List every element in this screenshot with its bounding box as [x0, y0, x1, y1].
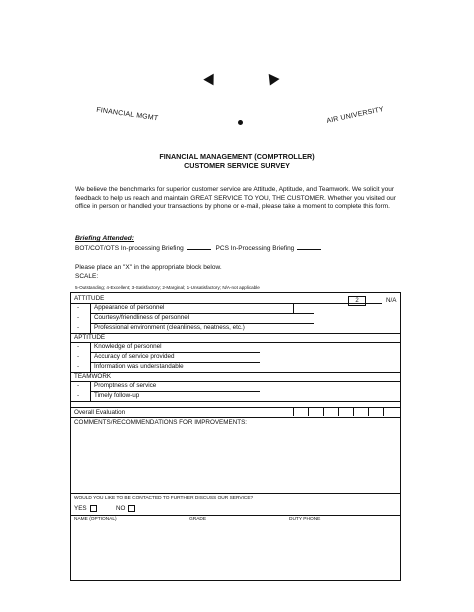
seal-left-mark-icon — [203, 74, 218, 89]
instructions — [75, 264, 222, 281]
attitude-item-environment: Professional environment (cleanliness, neatness, etc.) — [94, 324, 245, 331]
section-aptitude-label: APTITUDE — [74, 334, 106, 341]
section-attitude-label: ATTITUDE — [74, 295, 105, 302]
attitude-item-row[interactable]: - Appearance of personnel — [71, 304, 383, 313]
aptitude-item-row[interactable]: - Knowledge of personnel — [77, 343, 162, 350]
attitude-item-appearance: Appearance of personnel — [94, 304, 165, 311]
survey-form — [70, 292, 401, 581]
aptitude-item-row[interactable]: - Information was understandable — [77, 363, 184, 370]
aptitude-item-information: Information was understandable — [94, 363, 184, 370]
attitude-item-courtesy: Courtesy/friendliness of personnel — [94, 314, 190, 321]
contact-yes-label: YES — [74, 505, 87, 513]
teamwork-item-promptness: Promptness of service — [94, 382, 157, 389]
duty-phone-field-label: DUTY PHONE — [289, 517, 321, 522]
attitude-item-row[interactable]: - Professional environment (cleanliness, neatness, etc.) — [77, 324, 245, 331]
contact-yes-option[interactable] — [74, 505, 97, 512]
aptitude-item-knowledge: Knowledge of personnel — [94, 343, 162, 350]
teamwork-item-row[interactable]: - Promptness of service — [77, 382, 157, 389]
attitude-item-row[interactable]: - Courtesy/friendliness of personnel — [77, 314, 190, 321]
contact-question: WOULD YOU LIKE TO BE CONTACTED TO FURTHER DISCUSS OUR SERVICE? — [74, 496, 254, 501]
comments-label: COMMENTS/RECOMMENDATIONS FOR IMPROVEMENTS: — [74, 419, 248, 426]
briefing-pcs-blank[interactable] — [297, 249, 321, 250]
contact-no-label: NO — [116, 505, 126, 513]
briefing-option-pcs: PCS In-Processing Briefing — [215, 245, 295, 252]
teamwork-item-row[interactable]: - Timely follow-up — [77, 392, 140, 399]
form-title: FINANCIAL MANAGEMENT (COMPTROLLER) — [159, 152, 315, 161]
aptitude-item-accuracy: Accuracy of service provided — [94, 353, 175, 360]
briefing-option-bot: BOT/COT/OTS In-processing Briefing — [75, 245, 184, 252]
rating-column-2-label: 2 — [348, 296, 366, 306]
briefing-heading: Briefing Attended: — [75, 235, 135, 242]
scale-heading: SCALE: — [75, 272, 99, 280]
contact-yes-checkbox[interactable] — [90, 505, 97, 512]
name-field-label: NAME (OPTIONAL) — [74, 517, 117, 522]
seal-left-text: FINANCIAL MGMT — [95, 106, 159, 123]
contact-no-option[interactable] — [116, 505, 135, 512]
section-teamwork-label: TEAMWORK — [74, 373, 112, 380]
instructions-line: Please place an "X" in the appropriate block below. — [75, 264, 222, 271]
seal-center-dot-icon — [238, 120, 243, 125]
briefing-bot-blank[interactable] — [187, 249, 211, 250]
contact-info-fields[interactable] — [73, 524, 398, 579]
overall-rating-boxes[interactable] — [293, 408, 403, 417]
aptitude-item-row[interactable]: - Accuracy of service provided — [77, 353, 175, 360]
intro-paragraph: We believe the benchmarks for superior customer service are Attitude, Aptitude, and Teamwork. We solicit your feedback to help us reach and maintain GREAT SERVICE TO YOU, THE CUSTOMER. Whether you visited our office in person or handled your transactions by phone or e-mail, please take a moment to complete this form. — [75, 186, 396, 211]
seal-right-text: AIR UNIVERSITY — [325, 106, 385, 125]
form-subtitle: CUSTOMER SERVICE SURVEY — [184, 161, 290, 170]
rating-column-na-label: N/A — [386, 297, 397, 304]
comments-field[interactable] — [73, 427, 398, 491]
seal-right-mark-icon — [264, 74, 279, 88]
scale-legend: 5-Outstanding; 4-Excellent; 3-Satisfactory; 2-Marginal; 1-Unsatisfactory; N/A-not applicable — [75, 285, 260, 290]
teamwork-item-followup: Timely follow-up — [94, 392, 140, 399]
grade-field-label: GRADE — [189, 517, 207, 522]
contact-no-checkbox[interactable] — [128, 505, 135, 512]
briefing-options — [75, 245, 324, 252]
overall-evaluation-label: Overall Evaluation — [74, 409, 126, 416]
